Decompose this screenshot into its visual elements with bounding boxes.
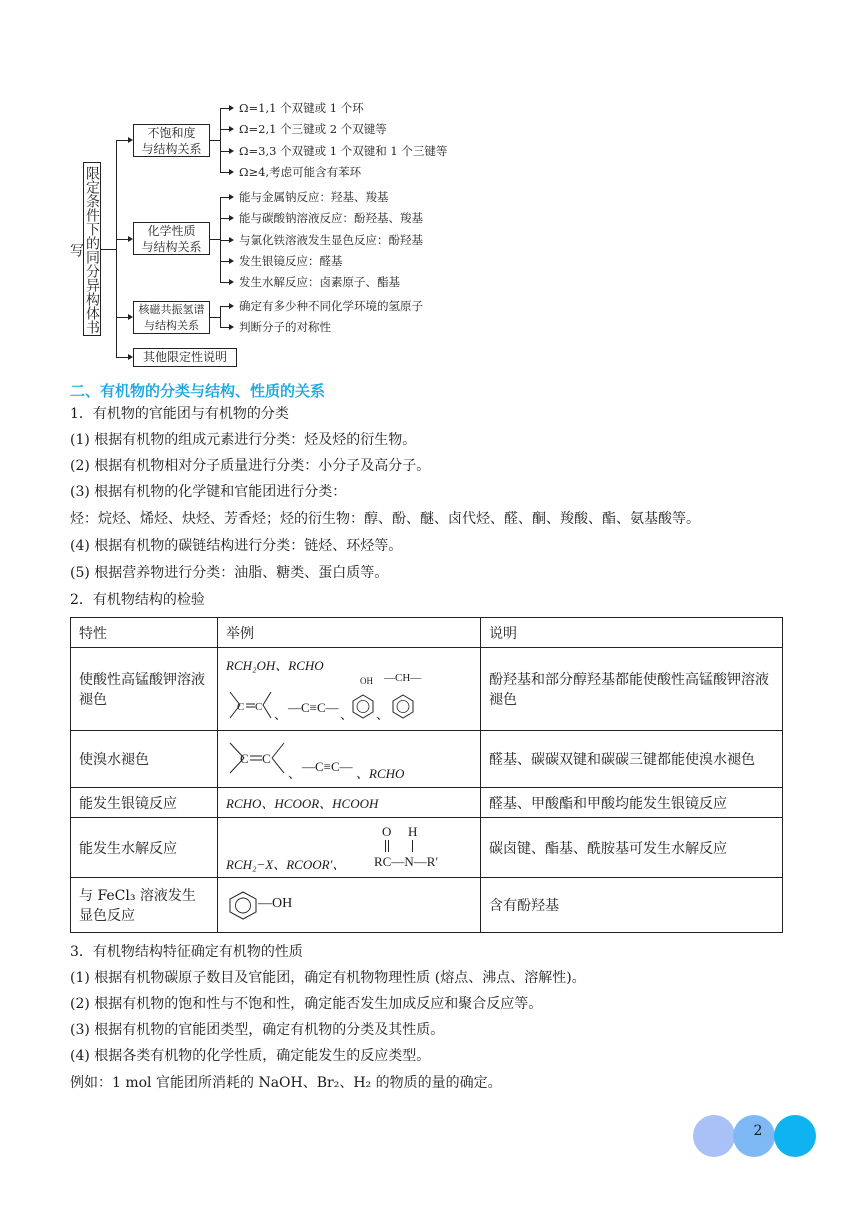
amide-chain: RC—N—R′ bbox=[374, 853, 439, 869]
arrow-icon bbox=[229, 194, 234, 200]
table-cell-feature: 使溴水褪色 bbox=[71, 731, 218, 788]
branch-label: 与结构关系 bbox=[141, 142, 202, 156]
part3-heading: 3．有机物结构特征确定有机物的性质 bbox=[70, 944, 303, 960]
svg-text:C: C bbox=[255, 700, 263, 713]
branch-label: 核磁共振氢谱 bbox=[138, 303, 205, 316]
benzene-ring-icon bbox=[226, 889, 260, 921]
table-cell-example bbox=[218, 878, 481, 933]
tree-leaf: Ω≥4,考虑可能含有苯环 bbox=[239, 165, 362, 179]
branch-box-chemical-properties bbox=[133, 222, 210, 255]
structure-group bbox=[226, 824, 472, 872]
section-title: 二、有机物的分类与结构、性质的关系 bbox=[70, 382, 326, 400]
arrow-icon bbox=[229, 258, 234, 264]
table-cell-feature: 能发生水解反应 bbox=[71, 818, 218, 878]
part3-item: (2) 根据有机物的饱和性与不饱和性，确定能否发生加成反应和聚合反应等。 bbox=[70, 996, 543, 1012]
part3-example: 例如：1 mol 官能团所消耗的 NaOH、Br₂、H₂ 的物质的量的确定。 bbox=[70, 1075, 502, 1091]
amide-oxygen: O bbox=[382, 823, 392, 839]
table-cell-example bbox=[218, 648, 481, 731]
bond-line bbox=[412, 840, 413, 852]
formula-text: 、RCHO bbox=[356, 766, 405, 781]
table-row bbox=[71, 818, 783, 878]
svg-text:C: C bbox=[262, 751, 271, 766]
structure-test-table bbox=[70, 617, 783, 933]
formula-text: RCH₂OH、RCHO bbox=[226, 657, 324, 673]
tree-leaf: Ω=3,3 个双键或 1 个双键和 1 个三键等 bbox=[239, 144, 448, 158]
tree-leaf: Ω=1,1 个双键或 1 个环 bbox=[239, 101, 364, 115]
connector bbox=[116, 357, 128, 358]
table-cell-feature: 使酸性高锰酸钾溶液褪色 bbox=[71, 648, 218, 731]
table-cell-note: 酚羟基和部分醇羟基都能使酸性高锰酸钾溶液褪色 bbox=[481, 648, 783, 731]
tree-leaf: 发生银镜反应：醛基 bbox=[239, 254, 343, 268]
triple-bond-formula: —C≡C— bbox=[288, 699, 339, 715]
connector bbox=[210, 239, 220, 240]
part2-heading: 2．有机物结构的检验 bbox=[70, 592, 205, 608]
connector bbox=[116, 317, 128, 318]
table-header: 特性 bbox=[71, 618, 218, 648]
arrow-icon bbox=[229, 303, 234, 309]
part1-item: (3) 根据有机物的化学键和官能团进行分类： bbox=[70, 484, 347, 500]
bond-line bbox=[385, 840, 386, 852]
arrow-icon bbox=[229, 215, 234, 221]
part1-heading: 1．有机物的官能团与有机物的分类 bbox=[70, 406, 289, 422]
part1-item: (2) 根据有机物相对分子质量进行分类：小分子及高分子。 bbox=[70, 458, 431, 474]
connector bbox=[210, 317, 220, 318]
table-cell-note: 醛基、碳碳双键和碳碳三键都能使溴水褪色 bbox=[481, 731, 783, 788]
triple-bond-formula: —C≡C— bbox=[302, 759, 353, 774]
branch-box-nmr bbox=[133, 301, 210, 334]
connector bbox=[210, 140, 220, 141]
separator: 、 bbox=[376, 706, 390, 722]
table-header: 说明 bbox=[481, 618, 783, 648]
part1-item: (1) 根据有机物的组成元素进行分类：烃及烃的衍生物。 bbox=[70, 432, 417, 448]
branch-label: 不饱和度 bbox=[147, 126, 196, 140]
table-cell-feature: 与 FeCl₃ 溶液发生显色反应 bbox=[71, 878, 218, 933]
structure-group bbox=[226, 737, 472, 781]
arrow-icon bbox=[229, 105, 234, 111]
table-cell-example: RCHO、HCOOR、HCOOH bbox=[218, 788, 481, 818]
benzene-ring-icon bbox=[350, 692, 376, 720]
connector bbox=[116, 140, 128, 141]
part3-item: (1) 根据有机物碳原子数目及官能团，确定有机物物理性质 (熔点、沸点、溶解性)。 bbox=[70, 970, 586, 986]
amide-hydrogen: H bbox=[408, 823, 418, 839]
branch-box-other: 其他限定性说明 bbox=[133, 348, 237, 367]
table-header: 举例 bbox=[218, 618, 481, 648]
table-cell-example bbox=[218, 818, 481, 878]
benzene-ring-icon bbox=[390, 692, 416, 720]
table-row bbox=[71, 648, 783, 731]
table-cell-example bbox=[218, 731, 481, 788]
decor-circle bbox=[693, 1115, 735, 1157]
connector bbox=[101, 249, 116, 250]
tree-leaf: 判断分子的对称性 bbox=[239, 320, 331, 334]
arrow-icon bbox=[229, 169, 234, 175]
svg-text:C: C bbox=[240, 751, 249, 766]
part3-item: (3) 根据有机物的官能团类型，确定有机物的分类及其性质。 bbox=[70, 1022, 445, 1038]
double-bond-structure-icon bbox=[226, 688, 272, 722]
tree-leaf: 能与金属钠反应：羟基、羧基 bbox=[239, 190, 389, 204]
branch-label: 化学性质 bbox=[147, 224, 196, 238]
arrow-icon bbox=[229, 237, 234, 243]
table-row bbox=[71, 788, 783, 818]
separator: 、 bbox=[340, 706, 354, 722]
part1-item: (4) 根据有机物的碳链结构进行分类：链烃、环烃等。 bbox=[70, 538, 403, 554]
bond-line bbox=[388, 840, 389, 852]
arrow-icon bbox=[229, 148, 234, 154]
part1-item: 烃：烷烃、烯烃、炔烃、芳香烃；烃的衍生物：醇、酚、醚、卤代烃、醛、酮、羧酸、酯、氨基酸等。 bbox=[70, 511, 700, 527]
decor-circle bbox=[774, 1115, 816, 1157]
structure-group bbox=[226, 889, 472, 921]
structure-group bbox=[226, 671, 472, 724]
tree-leaf: 与氯化铁溶液发生显色反应：酚羟基 bbox=[239, 233, 423, 247]
table-row bbox=[71, 878, 783, 933]
classification-tree-diagram bbox=[0, 0, 868, 372]
separator: 、 bbox=[288, 766, 302, 781]
separator: 、 bbox=[274, 706, 288, 722]
double-bond-structure-icon bbox=[226, 739, 286, 777]
table-header-row bbox=[71, 618, 783, 648]
arrow-icon bbox=[229, 324, 234, 330]
table-cell-note: 含有酚羟基 bbox=[481, 878, 783, 933]
tree-leaf: 确定有多少种不同化学环境的氢原子 bbox=[239, 299, 423, 313]
tree-root-label: 限定条件下的同分异构体书写 bbox=[83, 162, 101, 336]
page-number: 2 bbox=[753, 1123, 763, 1139]
part1-item: (5) 根据营养物进行分类：油脂、糖类、蛋白质等。 bbox=[70, 565, 389, 581]
table-cell-note: 碳卤键、酯基、酰胺基可发生水解反应 bbox=[481, 818, 783, 878]
branch-box-unsaturation bbox=[133, 124, 210, 157]
arrow-icon bbox=[229, 126, 234, 132]
connector bbox=[220, 306, 221, 327]
branch-label: 与结构关系 bbox=[144, 319, 199, 332]
table-cell-feature: 能发生银镜反应 bbox=[71, 788, 218, 818]
connector bbox=[220, 108, 221, 173]
table-row bbox=[71, 731, 783, 788]
svg-text:C: C bbox=[237, 700, 245, 713]
connector bbox=[116, 140, 117, 357]
branch-label: 与结构关系 bbox=[141, 240, 202, 254]
tree-leaf: Ω=2,1 个三键或 2 个双键等 bbox=[239, 122, 387, 136]
table-cell-note: 醛基、甲酸酯和甲酸均能发生银镜反应 bbox=[481, 788, 783, 818]
ch-group-label: —CH— bbox=[384, 671, 422, 684]
hydroxyl-group: —OH bbox=[258, 896, 293, 911]
hydroxyl-label: OH bbox=[360, 675, 373, 686]
arrow-icon bbox=[229, 279, 234, 285]
part3-item: (4) 根据各类有机物的化学性质，确定能发生的反应类型。 bbox=[70, 1048, 431, 1064]
formula-text: RCH₂−X、RCOOR′、 bbox=[226, 856, 346, 872]
tree-leaf: 发生水解反应：卤素原子、酯基 bbox=[239, 275, 400, 289]
tree-leaf: 能与碳酸钠溶液反应：酚羟基、羧基 bbox=[239, 211, 423, 225]
connector bbox=[116, 239, 128, 240]
